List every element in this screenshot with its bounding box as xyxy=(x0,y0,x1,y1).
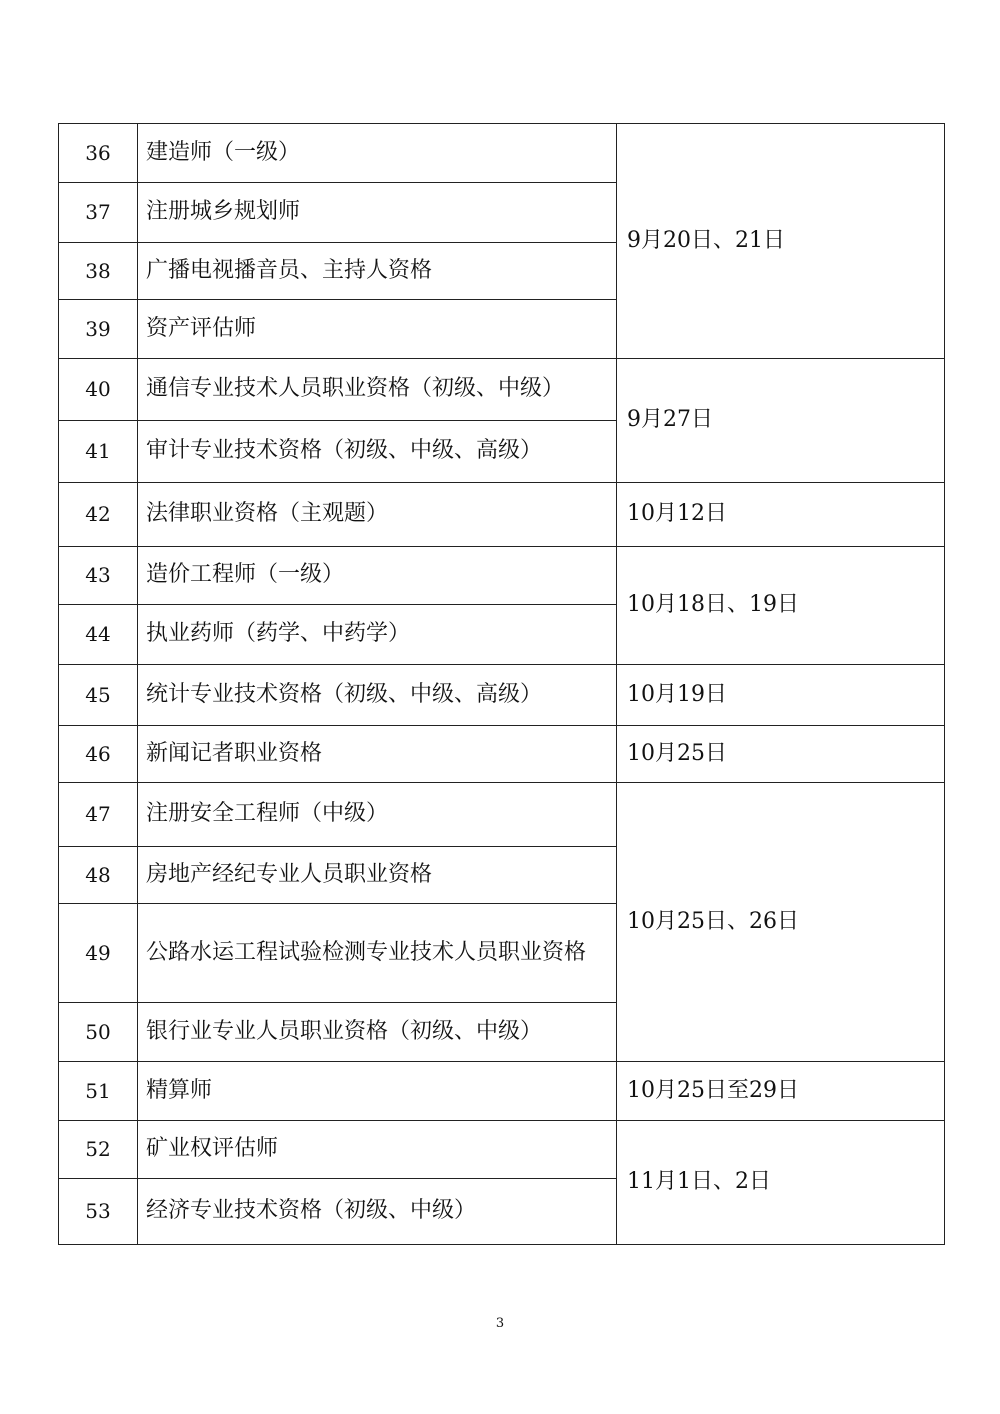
row-number: 38 xyxy=(59,243,138,300)
exam-name: 注册城乡规划师 xyxy=(138,183,617,243)
exam-name: 精算师 xyxy=(138,1062,617,1121)
exam-date: 10月18日、19日 xyxy=(617,547,945,665)
row-number: 53 xyxy=(59,1179,138,1245)
exam-name: 新闻记者职业资格 xyxy=(138,726,617,783)
exam-name: 建造师（一级） xyxy=(138,124,617,183)
exam-name: 造价工程师（一级） xyxy=(138,547,617,605)
exam-name: 经济专业技术资格（初级、中级） xyxy=(138,1179,617,1245)
exam-date: 9月20日、21日 xyxy=(617,124,945,359)
exam-name: 法律职业资格（主观题） xyxy=(138,483,617,547)
exam-name: 矿业权评估师 xyxy=(138,1121,617,1179)
table-row xyxy=(59,547,945,605)
exam-schedule-body xyxy=(59,124,945,1245)
row-number: 52 xyxy=(59,1121,138,1179)
exam-name: 通信专业技术人员职业资格（初级、中级） xyxy=(138,359,617,421)
exam-name: 公路水运工程试验检测专业技术人员职业资格 xyxy=(138,904,617,1003)
exam-name: 执业药师（药学、中药学） xyxy=(138,605,617,665)
exam-date: 10月12日 xyxy=(617,483,945,547)
exam-name: 广播电视播音员、主持人资格 xyxy=(138,243,617,300)
exam-name: 房地产经纪专业人员职业资格 xyxy=(138,847,617,904)
row-number: 36 xyxy=(59,124,138,183)
exam-name: 注册安全工程师（中级） xyxy=(138,783,617,847)
row-number: 42 xyxy=(59,483,138,547)
table-row xyxy=(59,1062,945,1121)
exam-date: 9月27日 xyxy=(617,359,945,483)
row-number: 43 xyxy=(59,547,138,605)
row-number: 46 xyxy=(59,726,138,783)
page-number: 3 xyxy=(495,1316,505,1331)
table-row xyxy=(59,726,945,783)
exam-date: 10月25日 xyxy=(617,726,945,783)
row-number: 44 xyxy=(59,605,138,665)
exam-name: 统计专业技术资格（初级、中级、高级） xyxy=(138,665,617,726)
table-row xyxy=(59,483,945,547)
exam-date: 11月1日、2日 xyxy=(617,1121,945,1245)
exam-date: 10月19日 xyxy=(617,665,945,726)
row-number: 48 xyxy=(59,847,138,904)
row-number: 40 xyxy=(59,359,138,421)
table-row xyxy=(59,124,945,183)
row-number: 51 xyxy=(59,1062,138,1121)
row-number: 50 xyxy=(59,1003,138,1062)
exam-name: 资产评估师 xyxy=(138,300,617,359)
row-number: 41 xyxy=(59,421,138,483)
row-number: 45 xyxy=(59,665,138,726)
exam-name: 银行业专业人员职业资格（初级、中级） xyxy=(138,1003,617,1062)
row-number: 49 xyxy=(59,904,138,1003)
table-row xyxy=(59,1121,945,1179)
row-number: 47 xyxy=(59,783,138,847)
exam-date: 10月25日、26日 xyxy=(617,783,945,1062)
exam-date: 10月25日至29日 xyxy=(617,1062,945,1121)
row-number: 37 xyxy=(59,183,138,243)
table-row xyxy=(59,359,945,421)
table-row xyxy=(59,665,945,726)
exam-name: 审计专业技术资格（初级、中级、高级） xyxy=(138,421,617,483)
table-row xyxy=(59,783,945,847)
exam-schedule-table xyxy=(58,123,945,1245)
row-number: 39 xyxy=(59,300,138,359)
